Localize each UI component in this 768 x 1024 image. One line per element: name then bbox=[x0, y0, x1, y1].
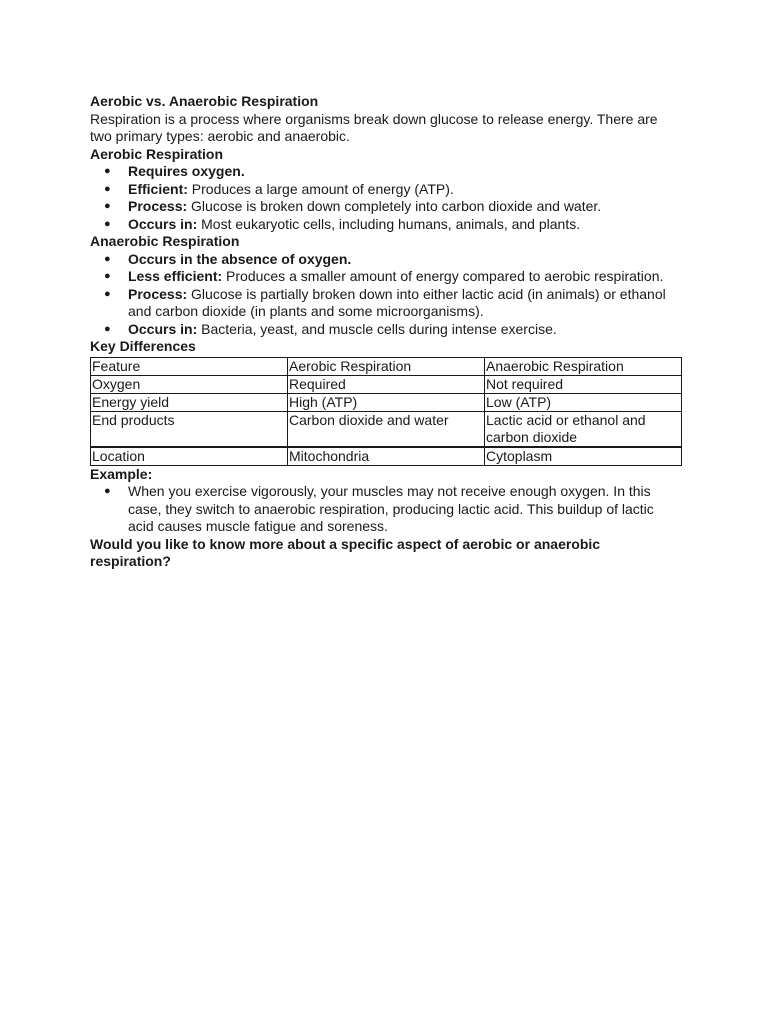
table-cell: Location bbox=[91, 447, 288, 466]
item-text: Most eukaryotic cells, including humans, animals, and plants. bbox=[197, 215, 581, 232]
aerobic-list bbox=[90, 163, 680, 233]
table-row bbox=[91, 447, 682, 466]
table-cell: Not required bbox=[485, 375, 682, 393]
key-differences-heading: Key Differences bbox=[90, 338, 196, 354]
item-label: Efficient: bbox=[128, 180, 188, 197]
list-item bbox=[90, 321, 680, 339]
item-text: Bacteria, yeast, and muscle cells during intense exercise. bbox=[197, 320, 557, 337]
example-heading: Example: bbox=[90, 465, 153, 482]
table-cell: Carbon dioxide and water bbox=[288, 411, 485, 447]
table-row bbox=[91, 411, 682, 447]
table-cell: Feature bbox=[91, 357, 288, 375]
list-item bbox=[90, 268, 680, 286]
aerobic-heading: Aerobic Respiration bbox=[90, 145, 224, 162]
item-text: Produces a smaller amount of energy compared to aerobic respiration. bbox=[222, 268, 664, 284]
list-item bbox=[90, 251, 680, 269]
list-item bbox=[90, 181, 680, 199]
item-label: Occurs in the absence of oxygen. bbox=[128, 250, 352, 267]
item-label: Process: bbox=[128, 285, 188, 302]
anaerobic-list bbox=[90, 251, 680, 339]
list-item: ● When you exercise vigorously, your muscles may not receive enough oxygen. In this case, they switch to anaerobic respiration, producing lactic acid. This buildup of lactic acid causes muscle fatigue and soreness. bbox=[90, 483, 680, 536]
table-cell: Oxygen bbox=[91, 375, 288, 393]
item-label: Occurs in: bbox=[128, 320, 198, 337]
table-cell: Cytoplasm bbox=[485, 447, 682, 466]
table-cell: High (ATP) bbox=[288, 393, 485, 411]
list-item bbox=[90, 286, 680, 321]
comparison-table bbox=[90, 357, 682, 466]
table-cell: Required bbox=[288, 375, 485, 393]
intro-paragraph: Respiration is a process where organisms break down glucose to release energy. There are two primary types: aerobic and anaerobic. bbox=[90, 110, 658, 144]
table-row bbox=[91, 357, 682, 375]
table-row bbox=[91, 375, 682, 393]
table-cell: Low (ATP) bbox=[485, 393, 682, 411]
table-cell: End products bbox=[91, 411, 288, 447]
item-label: Process: bbox=[128, 198, 188, 214]
anaerobic-heading: Anaerobic Respiration bbox=[90, 233, 240, 249]
item-text: Glucose is broken down completely into carbon dioxide and water. bbox=[187, 198, 602, 214]
item-label: Requires oxygen. bbox=[128, 163, 245, 179]
document-title: Aerobic vs. Anaerobic Respiration bbox=[90, 93, 319, 109]
item-label: Less efficient: bbox=[128, 268, 223, 284]
item-text: Produces a large amount of energy (ATP). bbox=[187, 180, 454, 197]
table-row bbox=[91, 393, 682, 411]
item-label: Occurs in: bbox=[128, 215, 198, 232]
item-text: Glucose is partially broken down into either lactic acid (in animals) or ethanol and carbon dioxide (in plants and some microorganisms). bbox=[128, 285, 666, 319]
list-item bbox=[90, 163, 680, 181]
list-item bbox=[90, 216, 680, 234]
table-cell: Lactic acid or ethanol and carbon dioxide bbox=[485, 411, 682, 447]
example-list bbox=[90, 483, 680, 536]
list-item bbox=[90, 198, 680, 216]
document-page bbox=[90, 93, 680, 571]
table-cell: Mitochondria bbox=[288, 447, 485, 466]
closing-question: Would you like to know more about a specific aspect of aerobic or anaerobic respiration? bbox=[90, 535, 601, 569]
table-cell: Energy yield bbox=[91, 393, 288, 411]
table-cell: Aerobic Respiration bbox=[288, 357, 485, 375]
table-cell: Anaerobic Respiration bbox=[485, 357, 682, 375]
